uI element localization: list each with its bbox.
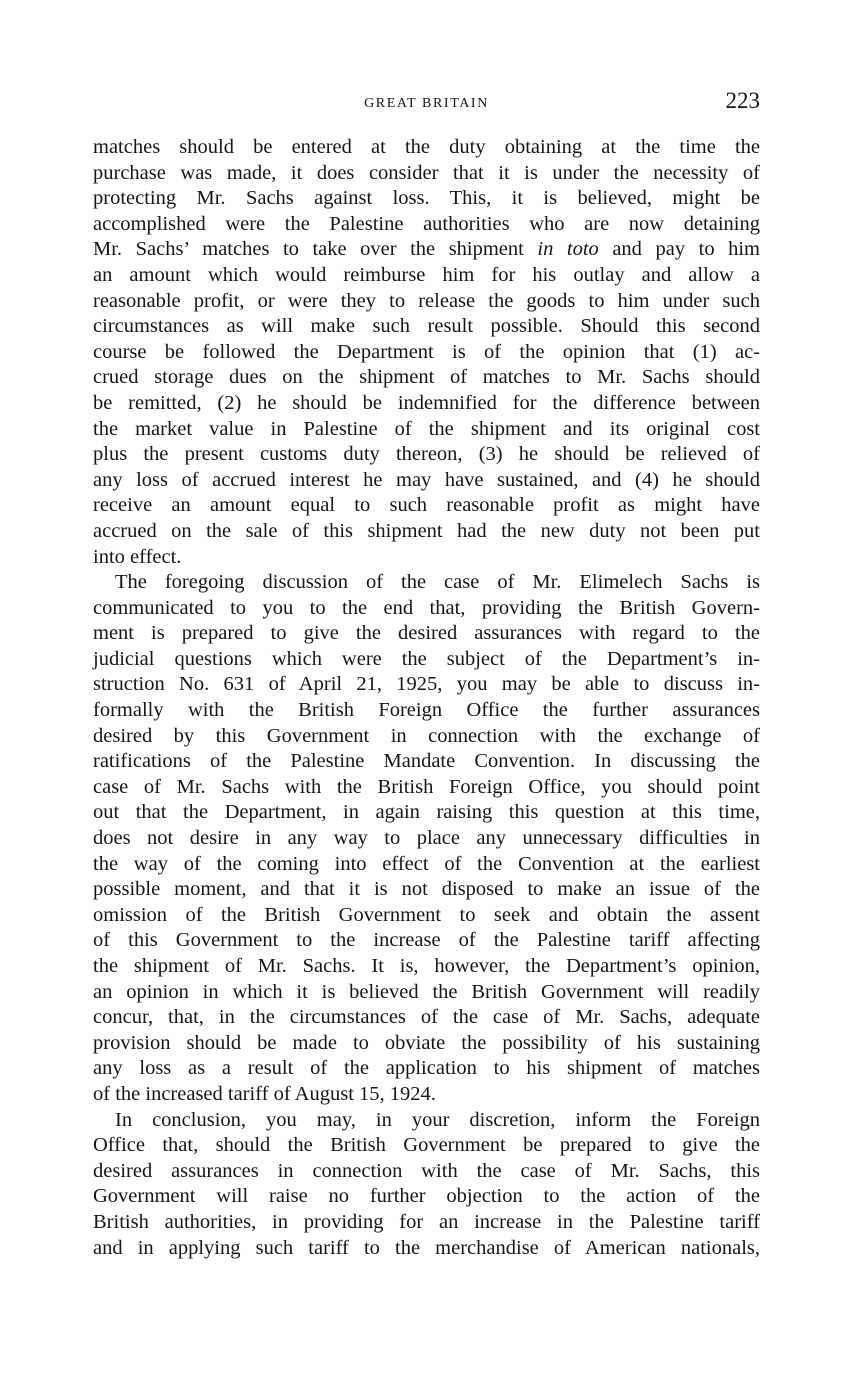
text-line: and in applying such tariff to the merchandise of American nationals,: [93, 1236, 760, 1259]
text-line: the market value in Palestine of the shipment and its original cost: [93, 417, 760, 440]
text-line: case of Mr. Sachs with the British Foreign Office, you should point: [93, 775, 760, 798]
running-head: [93, 88, 760, 118]
text-line: possible moment, and that it is not disposed to make an issue of the: [93, 878, 760, 901]
text-line: ment is prepared to give the desired assurances with regard to the: [93, 622, 760, 645]
paragraph-3: [93, 1108, 760, 1262]
text-line: receive an amount equal to such reasonable profit as might have: [93, 494, 760, 517]
body-text: [93, 135, 760, 1261]
text-line: be remitted, (2) he should be indemnified for the difference between: [93, 391, 760, 414]
running-title: GREAT BRITAIN: [364, 96, 489, 111]
text-line: course be followed the Department is of the opinion that (1) ac-: [93, 340, 760, 363]
paragraph-1: [93, 135, 760, 570]
text-line: circumstances as will make such result possible. Should this second: [93, 315, 760, 338]
text-line: Government will raise no further objection to the action of the: [93, 1185, 760, 1208]
text-line: struction No. 631 of April 21, 1925, you may be able to discuss in-: [93, 673, 760, 696]
paragraph-2: [93, 570, 760, 1107]
text-line: judicial questions which were the subject of the Department’s in-: [93, 647, 760, 670]
text-line: concur, that, in the circumstances of the case of Mr. Sachs, adequate: [93, 1006, 760, 1029]
text-line: reasonable profit, or were they to release the goods to him under such: [93, 289, 760, 312]
text-line: The foregoing discussion of the case of Mr. Elimelech Sachs is: [115, 571, 760, 594]
text-line: crued storage dues on the shipment of matches to Mr. Sachs should: [93, 366, 760, 389]
italic-phrase: in toto: [537, 238, 599, 261]
text-line: accrued on the sale of this shipment had the new duty not been put: [93, 519, 760, 542]
text-line: any loss as a result of the application to his shipment of matches: [93, 1057, 760, 1080]
text-line: Office that, should the British Government be prepared to give the: [93, 1134, 760, 1157]
text-line: an opinion in which it is believed the British Government will readily: [93, 980, 760, 1003]
text-line: an amount which would reimburse him for his outlay and allow a: [93, 263, 760, 286]
text-line: the way of the coming into effect of the Convention at the earliest: [93, 852, 760, 875]
text-line: of this Government to the increase of the Palestine tariff affecting: [93, 929, 760, 952]
text-line: of the increased tariff of August 15, 1924.: [93, 1082, 436, 1105]
text-line: into effect.: [93, 545, 182, 568]
text-line: provision should be made to obviate the possibility of his sustaining: [93, 1031, 760, 1054]
text-line: desired assurances in connection with the case of Mr. Sachs, this: [93, 1159, 760, 1182]
text-line: does not desire in any way to place any unnecessary difficulties in: [93, 827, 760, 850]
text-line: purchase was made, it does consider that it is under the necessity of: [93, 161, 760, 184]
text-line: plus the present customs duty thereon, (3) he should be relieved of: [93, 443, 760, 466]
text-line: the shipment of Mr. Sachs. It is, however, the Department’s opinion,: [93, 955, 760, 977]
text-line: Mr. Sachs’ matches to take over the shipment in toto and pay to him: [93, 238, 760, 261]
text-line: formally with the British Foreign Office the further assurances: [93, 699, 760, 722]
text-line: accomplished were the Palestine authorities who are now detaining: [93, 212, 760, 235]
text-line: protecting Mr. Sachs against loss. This, it is believed, might be: [93, 187, 760, 210]
text-line: out that the Department, in again raising this question at this time,: [93, 801, 760, 824]
text-line: British authorities, in providing for an increase in the Palestine tariff: [93, 1210, 760, 1233]
page-number: 223: [725, 88, 760, 113]
text-line: In conclusion, you may, in your discretion, inform the Foreign: [115, 1108, 760, 1131]
text-line: any loss of accrued interest he may have sustained, and (4) he should: [93, 468, 760, 491]
text-line: ratifications of the Palestine Mandate Convention. In discussing the: [93, 750, 760, 773]
text-line: communicated to you to the end that, providing the British Govern-: [93, 596, 760, 619]
text-line: omission of the British Government to seek and obtain the assent: [93, 903, 760, 926]
text-line: matches should be entered at the duty obtaining at the time the: [93, 136, 760, 158]
text-line: desired by this Government in connection with the exchange of: [93, 724, 760, 747]
